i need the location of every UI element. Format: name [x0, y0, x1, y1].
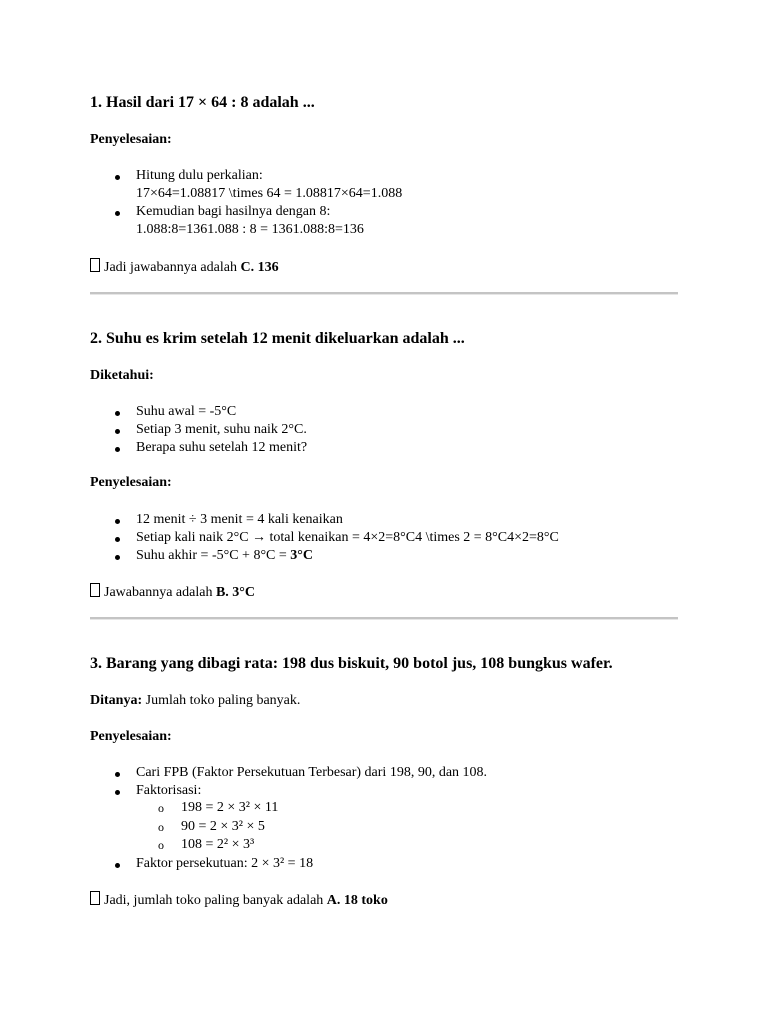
q2-final-value: 3°C [290, 548, 313, 563]
bullet [115, 175, 120, 180]
q2-step-3-text: Suhu akhir = -5°C + 8°C = [136, 548, 291, 563]
divider [90, 292, 678, 295]
q3-title: 3. Barang yang dibagi rata: 198 dus biskuit, 90 botol jus, 108 bungkus wafer. [90, 655, 613, 672]
q3-solution-label: Penyelesaian: [90, 729, 172, 744]
q3-step-1: Cari FPB (Faktor Persekutuan Terbesar) dari 198, 90, dan 108. [136, 765, 488, 780]
divider [90, 617, 678, 620]
q2-title: 2. Suhu es krim setelah 12 menit dikeluarkan adalah ... [90, 330, 465, 347]
q3-answer: A. 18 toko [326, 893, 388, 908]
q2-known-3: Berapa suhu setelah 12 menit? [136, 440, 308, 455]
q1-solution-label: Penyelesaian: [90, 132, 172, 147]
q2-known-1: Suhu awal = -5°C [136, 404, 237, 419]
q3-asked: Jumlah toko paling banyak. [142, 693, 301, 708]
q3-factor-1: 198 = 2 × 3² × 11 [181, 800, 279, 815]
q2-answer: B. 3°C [215, 585, 255, 600]
q1-answer-prefix: Jadi jawabannya adalah [104, 260, 241, 275]
q1-step-1-calc: 17×64=1.08817 \times 64 = 1.08817×64=1.088 [136, 186, 403, 201]
q3-step-2: Faktorisasi: [136, 783, 202, 798]
q2-known-2: Setiap 3 menit, suhu naik 2°C. [136, 422, 307, 437]
bullet [115, 790, 120, 795]
q2-known-label: Diketahui: [90, 368, 154, 383]
q1-step-2: Kemudian bagi hasilnya dengan 8: [136, 204, 331, 219]
q2-step-2: Setiap kali naik 2°C → total kenaikan = 4×2=8°C4 \times 2 = 8°C4×2=8°C [136, 530, 559, 545]
q3-asked-line [90, 692, 300, 710]
missing-glyph-icon [90, 891, 100, 905]
bullet [115, 772, 120, 777]
bullet [115, 863, 120, 868]
bullet [115, 211, 120, 216]
sub-bullet: o [158, 801, 164, 815]
q3-answer-line [90, 891, 388, 910]
q3-step-3: Faktor persekutuan: 2 × 3² = 18 [136, 856, 314, 871]
q2-answer-line [90, 583, 255, 602]
q3-asked-label: Ditanya: [90, 693, 143, 708]
q2-solution-label: Penyelesaian: [90, 475, 172, 490]
q1-step-2-calc: 1.088:8=1361.088 : 8 = 1361.088:8=136 [136, 222, 364, 237]
q3-answer-prefix: Jadi, jumlah toko paling banyak adalah [104, 893, 327, 908]
sub-bullet: o [158, 820, 164, 834]
sub-bullet: o [158, 838, 164, 852]
q1-answer-line [90, 258, 279, 277]
bullet [115, 429, 120, 434]
q1-step-1: Hitung dulu perkalian: [136, 168, 263, 183]
bullet [115, 411, 120, 416]
bullet [115, 519, 120, 524]
missing-glyph-icon [90, 583, 100, 597]
bullet [115, 555, 120, 560]
bullet [115, 537, 120, 542]
q1-answer: C. 136 [240, 260, 279, 275]
q1-title: 1. Hasil dari 17 × 64 : 8 adalah ... [90, 94, 315, 111]
q2-step-1: 12 menit ÷ 3 menit = 4 kali kenaikan [136, 512, 343, 527]
q2-answer-prefix: Jawabannya adalah [104, 585, 216, 600]
bullet [115, 447, 120, 452]
missing-glyph-icon [90, 258, 100, 272]
q3-factor-3: 108 = 2² × 3³ [181, 837, 255, 852]
q3-factor-2: 90 = 2 × 3² × 5 [181, 819, 265, 834]
q2-step-3 [136, 547, 313, 565]
